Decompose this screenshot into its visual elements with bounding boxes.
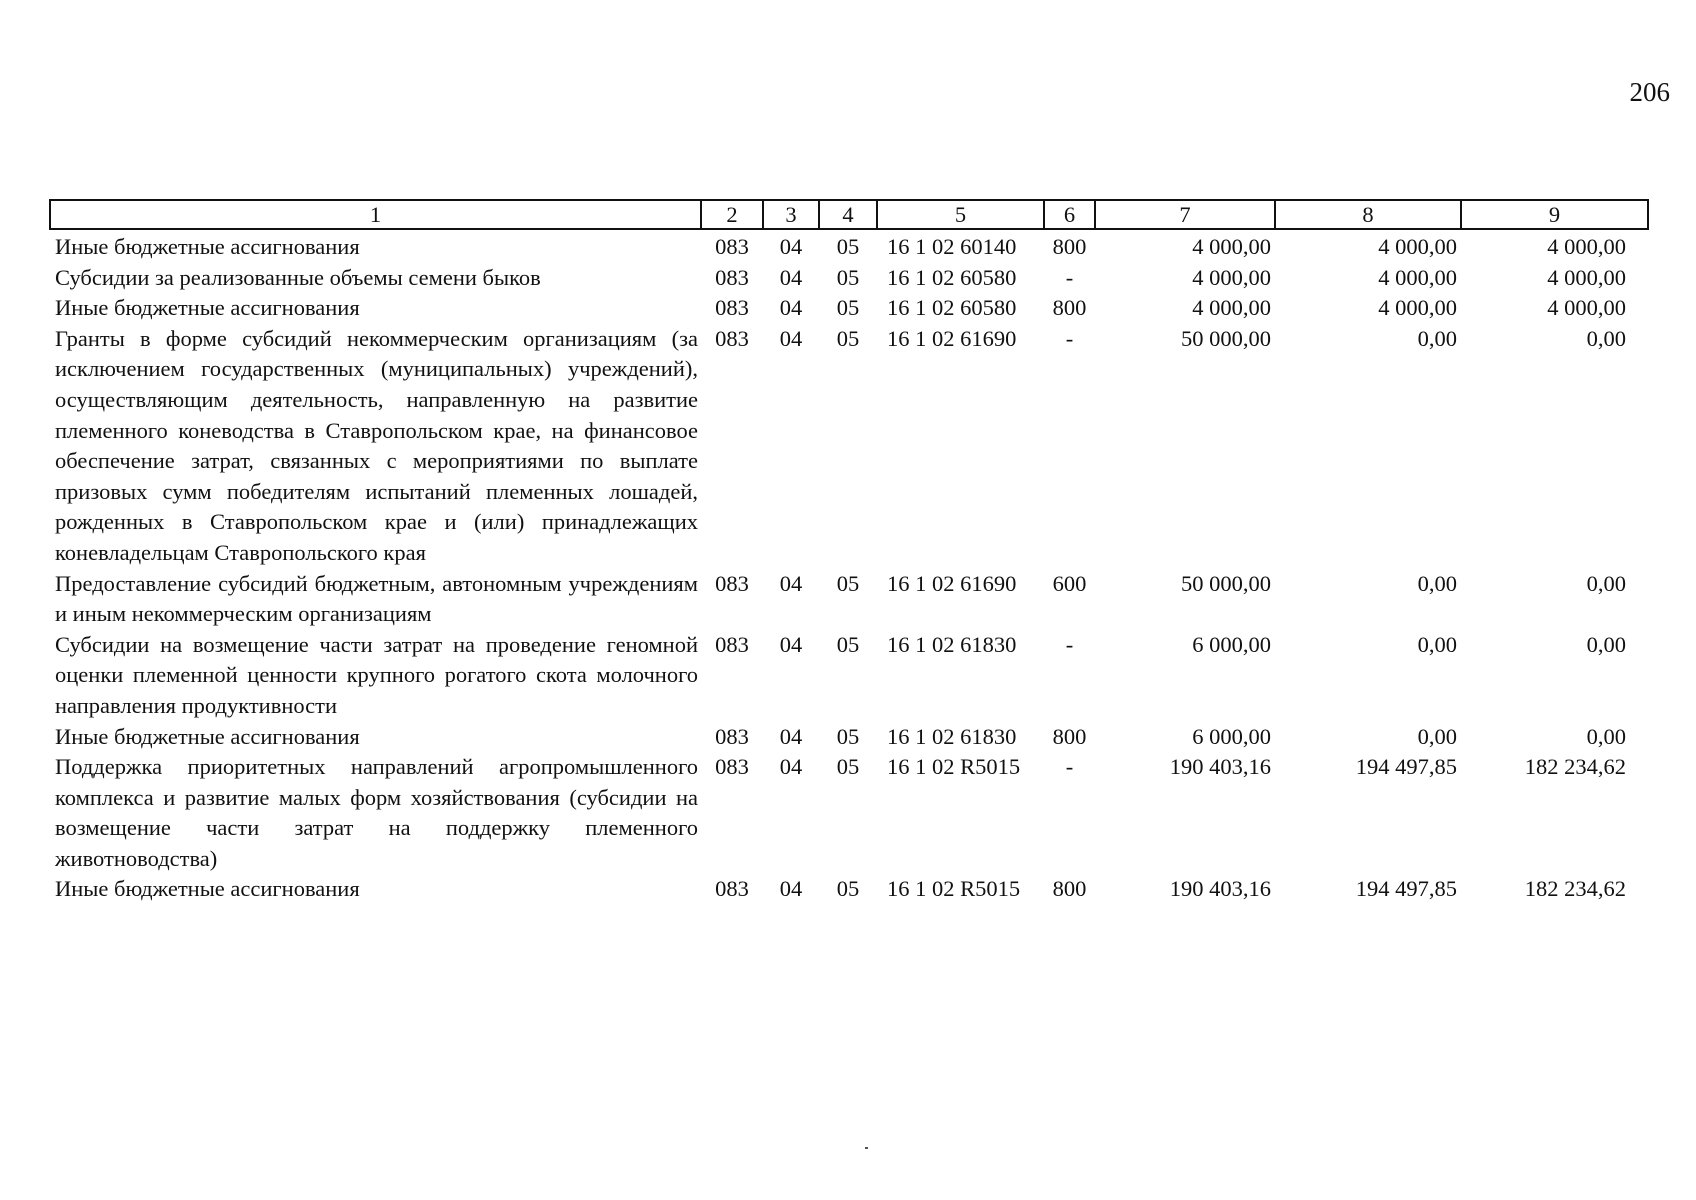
table-row xyxy=(50,324,1648,569)
table-row xyxy=(50,722,1648,753)
subsection-code: 05 xyxy=(836,325,860,351)
expense-type-code: 800 xyxy=(1052,723,1087,749)
amount-col-8: 194 497,85 xyxy=(1355,754,1457,780)
column-header: 9 xyxy=(1461,200,1648,229)
amount-col-9: 0,00 xyxy=(1586,723,1626,749)
amount-col-7: 4 000,00 xyxy=(1192,234,1271,259)
row-name: Субсидии на возмещение части затрат на проведение геномной оценки племенной ценности крупного рогатого скота молочного направления продуктивности xyxy=(55,631,698,718)
column-header: 5 xyxy=(877,200,1044,229)
amount-col-7: 4 000,00 xyxy=(1192,264,1271,290)
table-row xyxy=(50,630,1648,722)
amount-col-8: 4 000,00 xyxy=(1378,295,1457,321)
amount-col-9: 182 234,62 xyxy=(1524,754,1626,780)
target-article-code: 16 1 02 61690 xyxy=(887,570,1017,596)
ministry-code: 083 xyxy=(715,325,749,351)
target-article-code: 16 1 02 61830 xyxy=(887,723,1017,749)
section-code: 04 xyxy=(779,723,803,749)
column-header: 8 xyxy=(1275,200,1461,229)
section-code: 04 xyxy=(779,754,803,780)
column-header: 7 xyxy=(1095,200,1275,229)
budget-table xyxy=(49,199,1649,905)
target-article-code: 16 1 02 R5015 xyxy=(887,876,1021,902)
target-article-code: 16 1 02 R5015 xyxy=(887,754,1021,780)
column-header: 4 xyxy=(819,200,877,229)
page-number: 206 xyxy=(1629,77,1670,107)
target-article-code: 16 1 02 61830 xyxy=(887,631,1017,657)
row-name: Гранты в форме субсидий некоммерческим организациям (за исключением государственных (муниципальных) учреждений), осуществляющим деятельность, направленную на развитие племенного коневодства в Ставропольском крае, на финансовое обеспечение затрат, связанных с мероприятиями по выплате призовых сумм победителям испытаний племенных лошадей, рожденных в Ставропольском крае и (или) принадлежащих коневладельцам Ставропольского края xyxy=(55,325,698,565)
amount-col-7: 4 000,00 xyxy=(1192,295,1271,321)
target-article-code: 16 1 02 60580 xyxy=(887,264,1017,290)
row-name: Предоставление субсидий бюджетным, автономным учреждениям и иным некоммерческим организациям xyxy=(55,570,698,627)
subsection-code: 05 xyxy=(836,631,860,657)
subsection-code: 05 xyxy=(836,754,860,780)
column-number-row xyxy=(50,200,1648,229)
amount-col-8: 0,00 xyxy=(1417,723,1457,749)
ministry-code: 083 xyxy=(715,570,749,596)
target-article-code: 16 1 02 61690 xyxy=(887,325,1017,351)
amount-col-9: 182 234,62 xyxy=(1524,876,1626,902)
amount-col-9: 4 000,00 xyxy=(1547,264,1626,290)
row-name: Иные бюджетные ассигнования xyxy=(55,876,360,902)
amount-col-7: 50 000,00 xyxy=(1181,570,1271,596)
amount-col-8: 194 497,85 xyxy=(1355,876,1457,902)
column-header: 3 xyxy=(763,200,819,229)
subsection-code: 05 xyxy=(836,723,860,749)
ministry-code: 083 xyxy=(715,234,749,259)
expense-type-code: - xyxy=(1065,754,1074,780)
table-row xyxy=(50,229,1648,263)
ministry-code: 083 xyxy=(715,876,749,902)
section-code: 04 xyxy=(779,325,803,351)
expense-type-code: 600 xyxy=(1052,570,1087,596)
table-row xyxy=(50,569,1648,630)
amount-col-9: 0,00 xyxy=(1586,631,1626,657)
expense-type-code: 800 xyxy=(1052,234,1087,259)
column-header: 6 xyxy=(1044,200,1095,229)
subsection-code: 05 xyxy=(836,570,860,596)
row-name: Иные бюджетные ассигнования xyxy=(55,723,360,749)
section-code: 04 xyxy=(779,295,803,321)
ministry-code: 083 xyxy=(715,264,749,290)
ministry-code: 083 xyxy=(715,631,749,657)
expense-type-code: - xyxy=(1065,264,1074,290)
amount-col-8: 0,00 xyxy=(1417,570,1457,596)
ministry-code: 083 xyxy=(715,723,749,749)
column-header: 2 xyxy=(701,200,763,229)
section-code: 04 xyxy=(779,264,803,290)
table-row xyxy=(50,874,1648,905)
column-header: 1 xyxy=(50,200,701,229)
target-article-code: 16 1 02 60580 xyxy=(887,295,1017,321)
amount-col-9: 4 000,00 xyxy=(1547,234,1626,259)
amount-col-9: 0,00 xyxy=(1586,570,1626,596)
expense-type-code: 800 xyxy=(1052,876,1087,902)
row-name: Иные бюджетные ассигнования xyxy=(55,295,360,321)
section-code: 04 xyxy=(779,631,803,657)
row-name: Иные бюджетные ассигнования xyxy=(55,234,360,259)
table-row xyxy=(50,752,1648,874)
amount-col-9: 4 000,00 xyxy=(1547,295,1626,321)
subsection-code: 05 xyxy=(836,234,860,259)
ministry-code: 083 xyxy=(715,754,749,780)
amount-col-8: 0,00 xyxy=(1417,631,1457,657)
amount-col-7: 50 000,00 xyxy=(1181,325,1271,351)
amount-col-7: 190 403,16 xyxy=(1169,876,1271,902)
expense-type-code: - xyxy=(1065,325,1074,351)
expense-type-code: - xyxy=(1065,631,1074,657)
scan-speck xyxy=(865,1147,868,1149)
amount-col-7: 6 000,00 xyxy=(1192,723,1271,749)
row-name: Поддержка приоритетных направлений агропромышленного комплекса и развитие малых форм хозяйствования (субсидии на возмещение части затрат на поддержку племенного животноводства) xyxy=(55,754,698,871)
subsection-code: 05 xyxy=(836,295,860,321)
row-name: Субсидии за реализованные объемы семени быков xyxy=(55,264,541,290)
ministry-code: 083 xyxy=(715,295,749,321)
amount-col-8: 4 000,00 xyxy=(1378,234,1457,259)
section-code: 04 xyxy=(779,234,803,259)
amount-col-8: 4 000,00 xyxy=(1378,264,1457,290)
amount-col-9: 0,00 xyxy=(1586,325,1626,351)
table-row xyxy=(50,263,1648,294)
amount-col-7: 6 000,00 xyxy=(1192,631,1271,657)
table-row xyxy=(50,293,1648,324)
subsection-code: 05 xyxy=(836,876,860,902)
section-code: 04 xyxy=(779,876,803,902)
subsection-code: 05 xyxy=(836,264,860,290)
amount-col-8: 0,00 xyxy=(1417,325,1457,351)
expense-type-code: 800 xyxy=(1052,295,1087,321)
target-article-code: 16 1 02 60140 xyxy=(887,234,1017,259)
section-code: 04 xyxy=(779,570,803,596)
amount-col-7: 190 403,16 xyxy=(1169,754,1271,780)
